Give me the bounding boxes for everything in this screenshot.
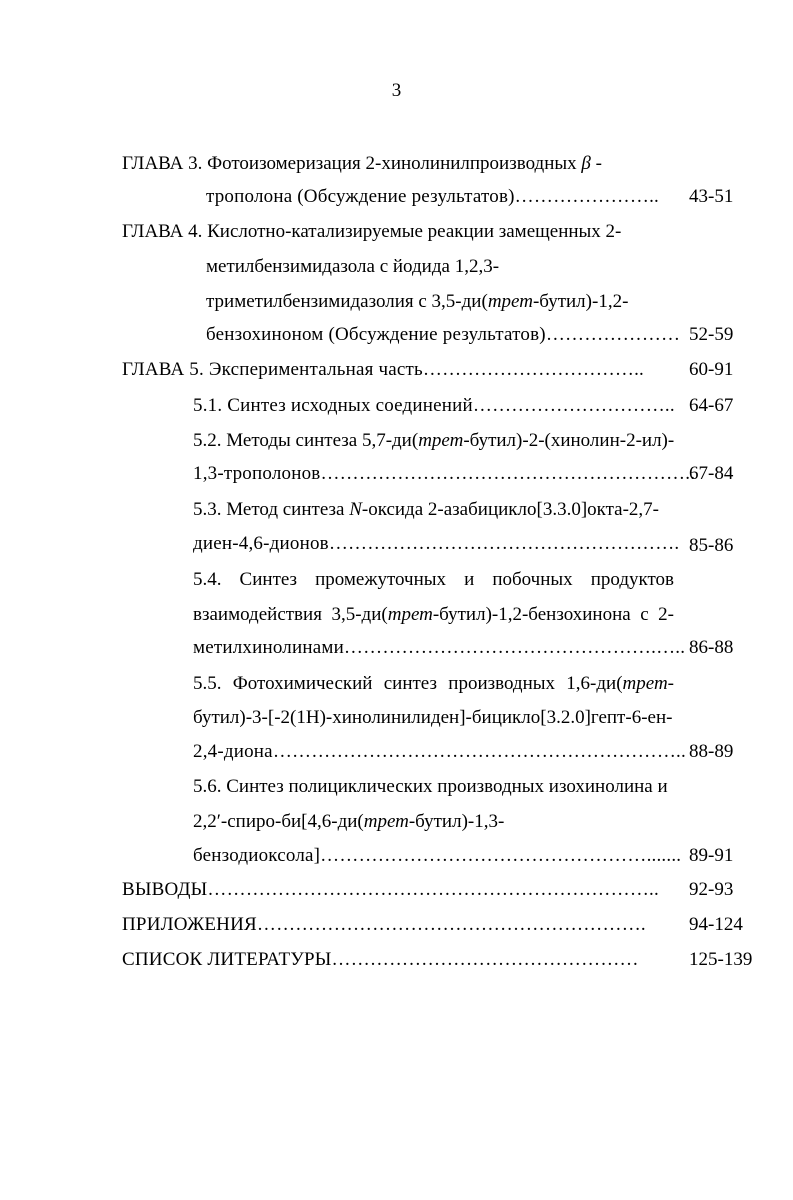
toc-line: ГЛАВА 5. Экспериментальная часть…………………………….. [122, 359, 644, 380]
toc-page-number: 60-91 [689, 359, 734, 380]
toc-page-number: 85-86 [689, 535, 734, 556]
toc-text: -бутил)-2-(хинолин-2-ил)- [463, 430, 675, 451]
toc-page-number: 94-124 [689, 914, 743, 935]
toc-line: трополона (Обсуждение результатов)………………….. [206, 186, 659, 207]
toc-page-number: 52-59 [689, 324, 734, 345]
toc-page-number: 89-91 [689, 845, 734, 866]
toc-text: ГЛАВА 3. Фотоизомеризация 2-хинолинилпроизводных [122, 153, 582, 174]
toc-text-italic: трет [387, 604, 433, 625]
toc-line: 5.4. Синтез промежуточных и побочных продуктов [193, 569, 674, 590]
toc-line: ВЫВОДЫ…………………………………………………………….. [122, 879, 659, 900]
toc-page-number: 86-88 [689, 637, 734, 658]
toc-page-number: 92-93 [689, 879, 734, 900]
toc-line: метилхинолинами………………………………………….….. [193, 637, 686, 658]
toc-page-number: 43-51 [689, 186, 734, 207]
toc-text: 5.2. Методы синтеза 5,7-ди( [193, 430, 419, 451]
toc-line [122, 152, 602, 176]
toc-text-italic: N [349, 499, 362, 520]
toc-text: -бутил)-1,2-бензохинона с 2- [432, 604, 674, 625]
toc-text: - [590, 153, 602, 174]
toc-line [193, 603, 674, 627]
toc-page-number: 67-84 [689, 463, 734, 484]
toc-text-italic: трет [622, 673, 668, 694]
toc-text: 5.3. Метод синтеза [193, 499, 350, 520]
toc-text-italic: трет [487, 291, 533, 312]
toc-line: 1,3-трополонов………………………………………………….. [193, 463, 696, 484]
toc-line: ГЛАВА 4. Кислотно-катализируемые реакции замещенных 2- [122, 221, 622, 242]
toc-text: 2,2′-спиро-би[4,6-ди( [193, 811, 364, 832]
toc-text: -оксида 2-азабицикло[3.3.0]окта-2,7- [361, 499, 660, 520]
toc-text: - [667, 673, 674, 694]
toc-text: -бутил)-1,2- [532, 291, 629, 312]
toc-line: 2,4-диона……………………………………………………….. [193, 741, 686, 762]
toc-line [193, 498, 659, 522]
toc-page-number: 125-139 [689, 949, 753, 970]
toc-text: 5.5. Фотохимический синтез производных 1,6-ди( [193, 673, 623, 694]
toc-text: взаимодействия 3,5-ди( [193, 604, 388, 625]
toc-line: ПРИЛОЖЕНИЯ……………………………………………………. [122, 914, 646, 935]
toc-text-italic: трет [363, 811, 409, 832]
toc-line [193, 810, 504, 834]
toc-text: триметилбензимидазолия с 3,5-ди( [206, 291, 488, 312]
toc-text: -бутил)-1,3- [408, 811, 505, 832]
toc-line [193, 672, 674, 696]
toc-line: диен-4,6-дионов………………………………………………. [193, 533, 680, 554]
toc-page-number: 88-89 [689, 741, 734, 762]
toc-line [193, 429, 674, 453]
beta-symbol: β [581, 153, 591, 174]
toc-line: бутил)-3-[-2(1H)-хинолинилиден]-бицикло[3.2.0]гепт-6-ен- [193, 707, 673, 728]
toc-text-italic: трет [418, 430, 464, 451]
toc-line: бензохиноном (Обсуждение результатов)………………… [206, 324, 681, 345]
toc-line: метилбензимидазола с йодида 1,2,3- [206, 256, 500, 277]
toc-line: 5.1. Синтез исходных соединений………………………….. [193, 395, 675, 416]
toc-line: 5.6. Синтез полициклических производных изохинолина и [193, 776, 668, 797]
page-number: 3 [391, 80, 402, 101]
toc-line [206, 290, 628, 314]
toc-page-number: 64-67 [689, 395, 734, 416]
toc-line: бензодиоксола]……………………………………………....... [193, 845, 682, 866]
toc-line: СПИСОК ЛИТЕРАТУРЫ………………………………………… [122, 949, 639, 970]
